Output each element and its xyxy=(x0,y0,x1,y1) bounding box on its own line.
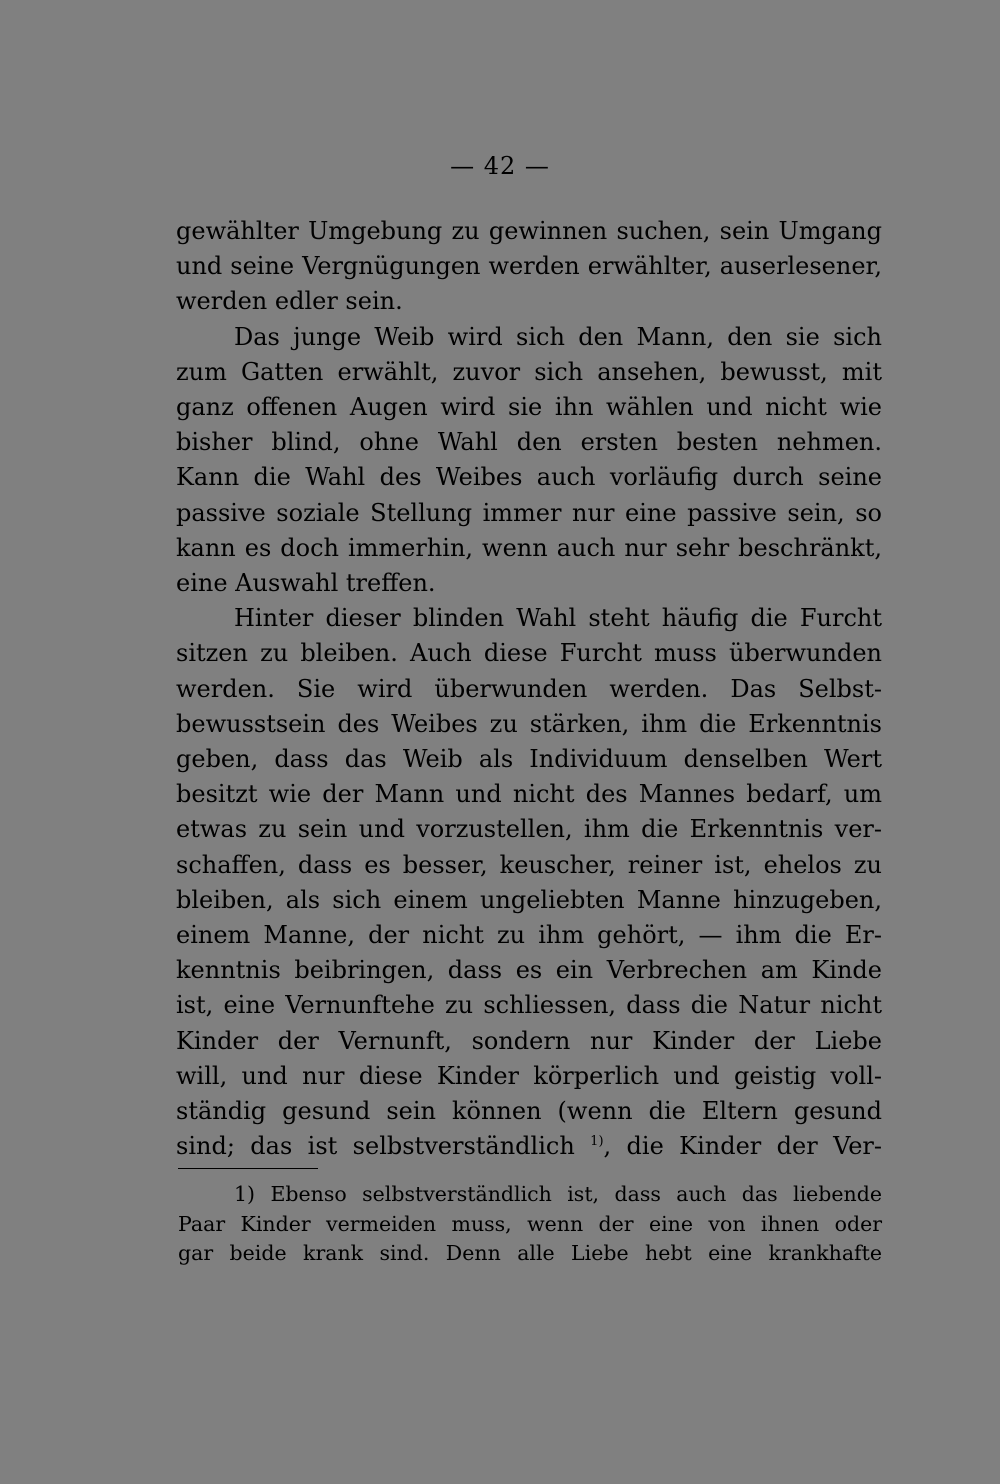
text-line: schaffen, dass es besser, keuscher, reiner ist, ehelos zu xyxy=(176,850,882,879)
text-line: etwas zu sein und vorzustellen, ihm die Erkenntnis ver- xyxy=(176,815,882,844)
page-number: — 42 — xyxy=(450,152,550,180)
text-line: Kann die Wahl des Weibes auch vorläufig durch seine xyxy=(176,463,882,492)
text-line: will, und nur diese Kinder körperlich und geistig voll- xyxy=(176,1061,882,1090)
text-line: sitzen zu bleiben. Auch diese Furcht muss überwunden xyxy=(176,639,882,668)
text-line: werden. Sie wird überwunden werden. Das Selbst- xyxy=(176,674,882,703)
footnote-reference: 1) xyxy=(590,1134,604,1150)
text-fragment: sind; das ist selbstverständlich xyxy=(176,1132,591,1161)
text-line: einem Manne, der nicht zu ihm gehört, — ihm die Er- xyxy=(176,921,882,950)
text-line: Das junge Weib wird sich den Mann, den sie sich xyxy=(234,322,882,351)
footnote-line: gar beide krank sind. Denn alle Liebe hebt eine krankhafte xyxy=(178,1241,882,1265)
text-line: kenntnis beibringen, dass es ein Verbrechen am Kinde xyxy=(176,956,882,985)
text-line: ganz offenen Augen wird sie ihn wählen und nicht wie xyxy=(176,393,882,422)
text-line: bewusstsein des Weibes zu stärken, ihm die Erkenntnis xyxy=(176,709,882,738)
paragraph xyxy=(176,320,882,602)
text-line: eine Auswahl treffen. xyxy=(176,569,436,598)
footnote-line: Paar Kinder vermeiden muss, wenn der eine von ihnen oder xyxy=(178,1211,882,1236)
text-fragment: , die Kinder der Ver- xyxy=(603,1132,882,1161)
text-line: Hinter dieser blinden Wahl steht häufig die Furcht xyxy=(234,604,882,633)
text-line: ständig gesund sein können (wenn die Eltern gesund xyxy=(176,1097,882,1126)
text-line: ist, eine Vernunftehe zu schliessen, dass die Natur nicht xyxy=(176,991,882,1020)
text-line: bisher blind, ohne Wahl den ersten besten nehmen. xyxy=(176,428,882,457)
text-line xyxy=(176,1129,882,1164)
text-line: bleiben, als sich einem ungeliebten Manne hinzugeben, xyxy=(176,885,882,914)
text-line: zum Gatten erwählt, zuvor sich ansehen, bewusst, mit xyxy=(176,357,882,386)
text-line: gewählter Umgebung zu gewinnen suchen, sein Umgang xyxy=(176,217,882,245)
text-line: werden edler sein. xyxy=(176,287,403,316)
footnotes xyxy=(178,1180,882,1269)
paragraph xyxy=(176,601,882,1164)
text-line: besitzt wie der Mann und nicht des Mannes bedarf, um xyxy=(176,780,882,809)
footnote-separator xyxy=(178,1168,318,1169)
body-text xyxy=(176,214,882,1164)
paragraph xyxy=(176,214,882,320)
text-line: Kinder der Vernunft, sondern nur Kinder der Liebe xyxy=(176,1026,882,1055)
text-line: geben, dass das Weib als Individuum denselben Wert xyxy=(176,745,882,774)
footnote-line: 1) Ebenso selbstverständlich ist, dass auch das liebende xyxy=(234,1182,882,1206)
text-line: passive soziale Stellung immer nur eine passive sein, so xyxy=(176,498,882,527)
text-line: und seine Vergnügungen werden erwählter, auserlesener, xyxy=(176,252,882,281)
text-line: kann es doch immerhin, wenn auch nur sehr beschränkt, xyxy=(176,533,882,562)
